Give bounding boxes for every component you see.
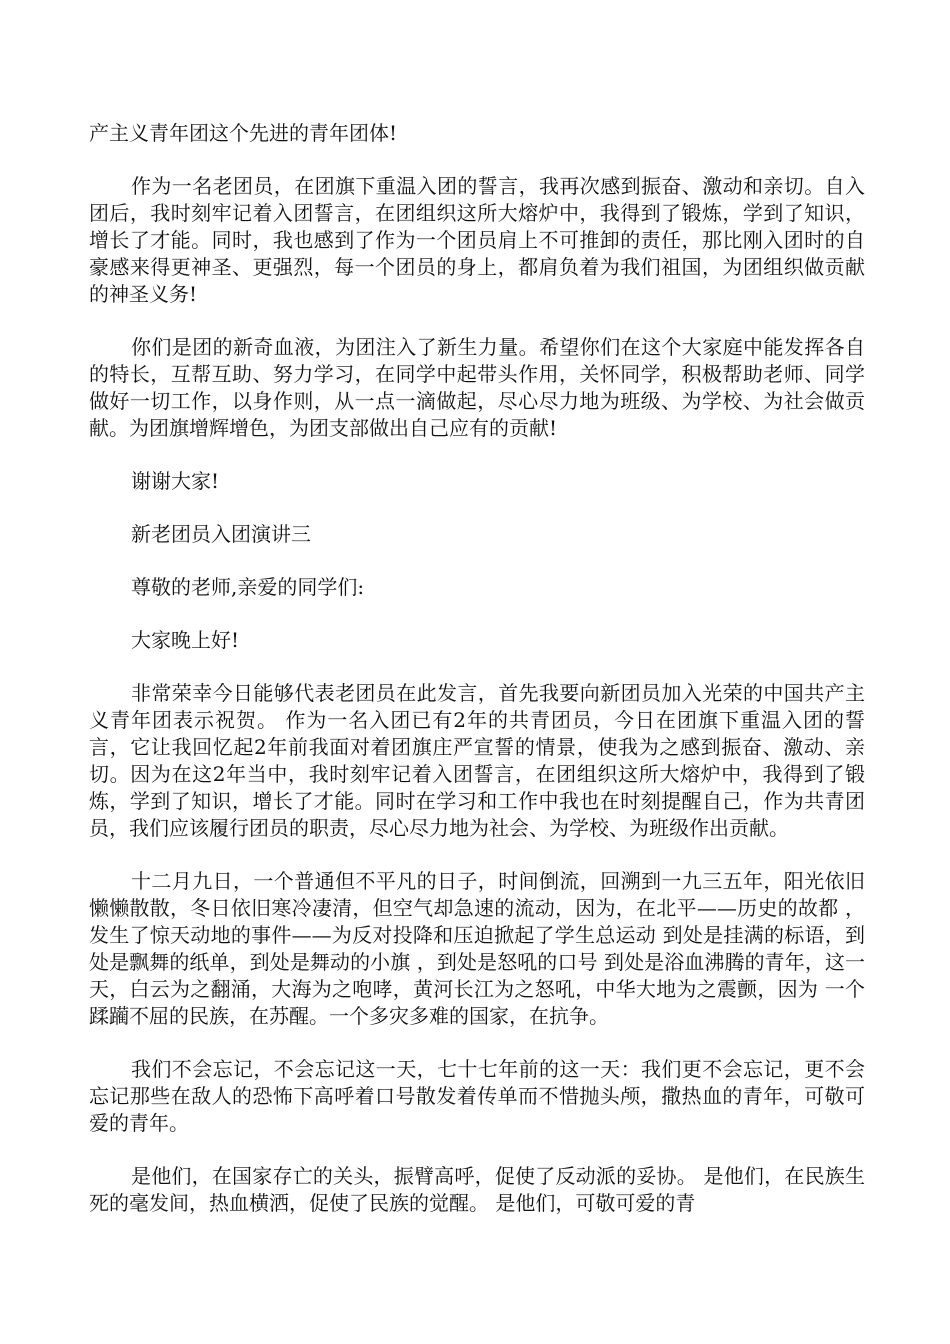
greeting: 大家晚上好!	[131, 628, 240, 652]
paragraph: 你们是团的新奇血液，为团注入了新生力量。希望你们在这个大家庭中能发挥各自的特长，互帮互助、努力学习，在同学中起带头作用，关怀同学，积极帮助老师、同学做好一切工作，以身作则，从一点一滴做起，尽心尽力地为班级、为学校、为社会做贡献。为团旗增辉增色，为团支部做出自己应有的贡献!	[89, 335, 865, 440]
paragraph: 我们不会忘记，不会忘记这一天，七十七年前的这一天：我们更不会忘记，更不会忘记那些在敌人的恐怖下高呼着口号散发着传单而不惜抛头颅，撒热血的青年，可敬可爱的青年。	[89, 1057, 865, 1135]
paragraph: 是他们，在国家存亡的关头，振臂高呼，促使了反动派的妥协。 是他们，在民族生死的毫发间，热血横洒，促使了民族的觉醒。 是他们，可敬可爱的青	[89, 1164, 865, 1215]
paragraph: 十二月九日，一个普通但不平凡的日子，时间倒流，回溯到一九三五年，阳光依旧懒懒散散，冬日依旧寒冷凄清，但空气却急速的流动，因为，在北平——历史的故都 ，发生了惊天动地的事件——为反对投降和压迫掀起了学生总运动 到处是挂满的标语，到处是飘舞的纸单，到处是舞动的小旗 ，到处是怒吼的口号 到处是浴血沸腾的青年，这一天，白云为之翻涌，大海为之咆哮，黄河长江为之怒吼，中华大地为之震颤，因为 一个蹂躏不屈的民族，在苏醒。一个多灾多难的国家，在抗争。	[89, 869, 865, 1028]
paragraph: 非常荣幸今日能够代表老团员在此发言，首先我要向新团员加入光荣的中国共产主义青年团表示祝贺。 作为一名入团已有2年的共青团员，今日在团旗下重温入团的誓言，它让我回忆起2年前我面对着团旗庄严宣誓的情景，使我为之感到振奋、激动、亲切。因为在这2年当中，我时刻牢记着入团誓言，在团组织这所大熔炉中，我得到了锻炼，学到了知识，增长了才能。同时在学习和工作中我也在时刻提醒自己，作为共青团员，我们应该履行团员的职责，尽心尽力地为社会、为学校、为班级作出贡献。	[89, 681, 865, 840]
salutation: 尊敬的老师,亲爱的同学们:	[131, 575, 365, 599]
section-heading: 新老团员入团演讲三	[131, 522, 311, 546]
closing-thanks: 谢谢大家!	[131, 469, 220, 493]
paragraph: 作为一名老团员，在团旗下重温入团的誓言，我再次感到振奋、激动和亲切。自入团后，我时刻牢记着入团誓言，在团组织这所大熔炉中，我得到了锻炼，学到了知识，增长了才能。同时，我也感到了作为一个团员肩上不可推卸的责任，那比刚入团时的自豪感来得更神圣、更强烈，每一个团员的身上，都肩负着为我们祖国，为团组织做贡献的神圣义务!	[89, 174, 865, 306]
document-body	[89, 120, 865, 1217]
paragraph-continuation: 产主义青年团这个先进的青年团体!	[89, 121, 398, 145]
